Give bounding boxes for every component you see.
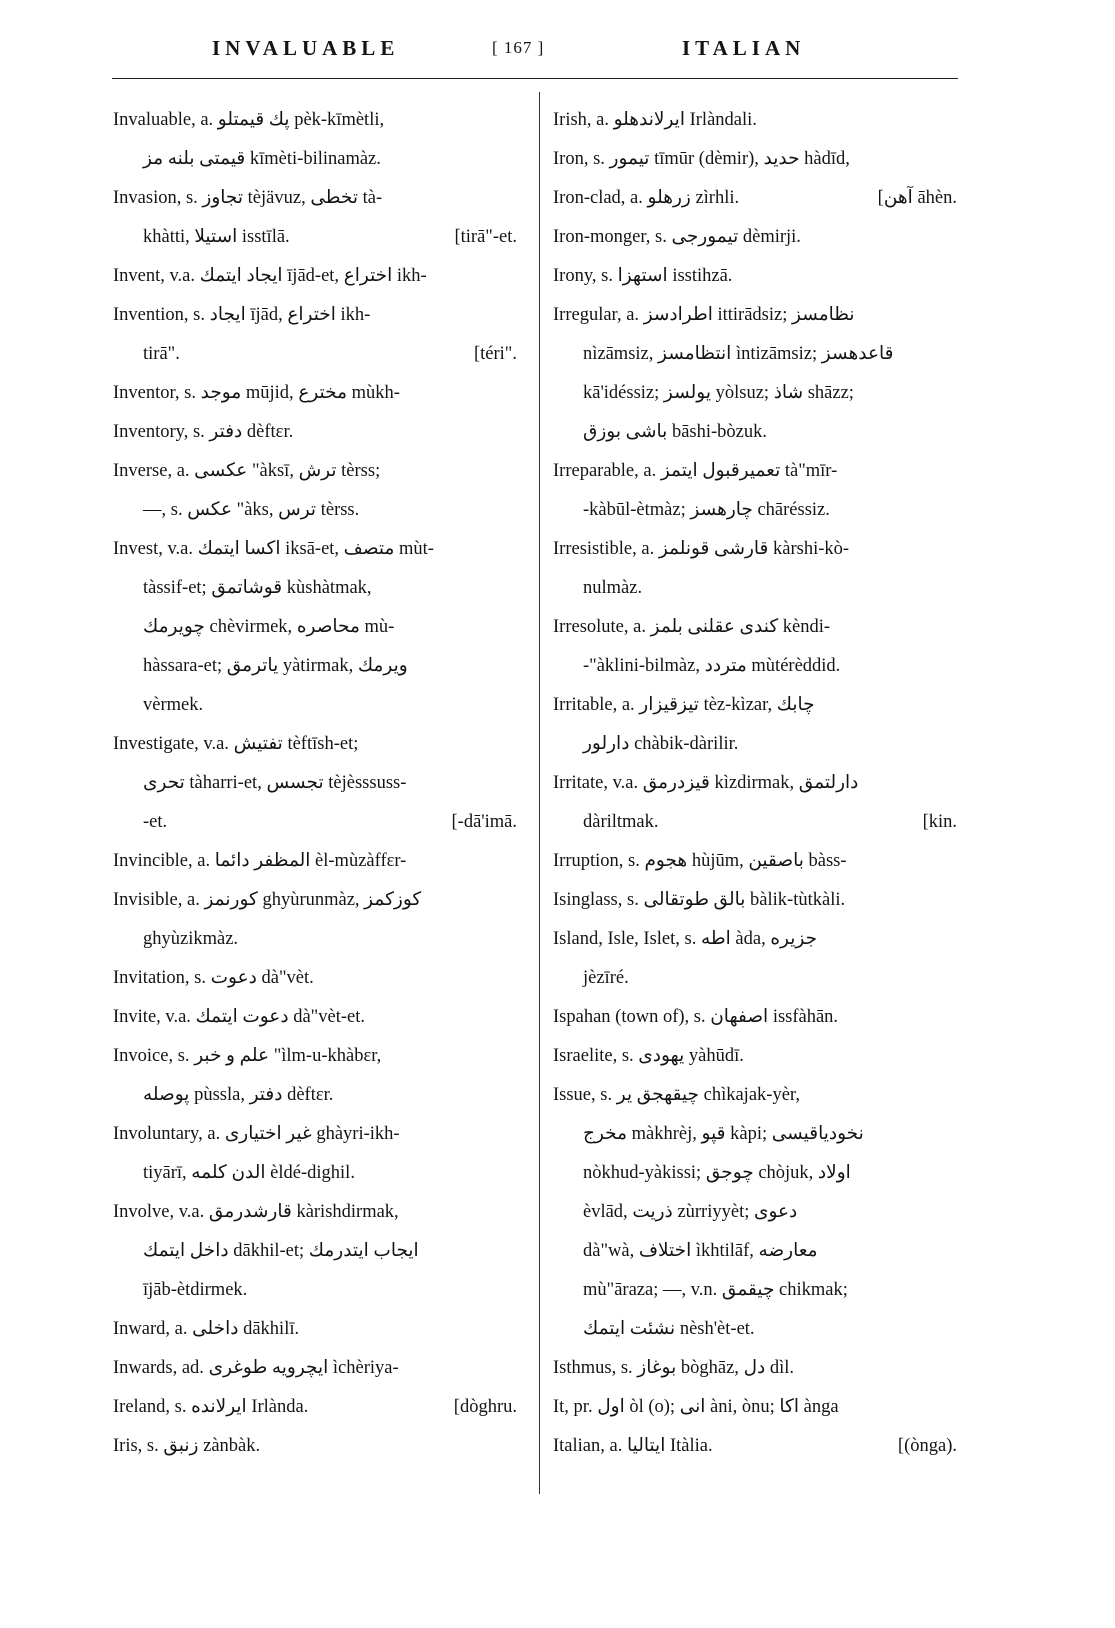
header-first-word: INVALUABLE: [212, 36, 400, 60]
dictionary-line: Inwards, ad. ايچرويه طوغرى ìchèriya-: [113, 1358, 399, 1378]
dictionary-line-pair: [553, 803, 965, 842]
dictionary-line-carryover: [téri".: [474, 344, 517, 364]
dictionary-line-pair: [553, 179, 965, 218]
dictionary-line: Involuntary, a. غير اختيارى ghàyri-ikh-: [113, 1124, 400, 1144]
dictionary-line: —, s. عكس "àks, ترس tèrss.: [143, 500, 360, 520]
right-column: [553, 101, 965, 1466]
dictionary-line-carryover: [tirā"-et.: [454, 227, 517, 247]
dictionary-line: نشئت ايتمك nèsh'èt-et.: [583, 1319, 755, 1339]
dictionary-line-carryover: [dòghru.: [453, 1397, 517, 1417]
dictionary-line: kā'idéssiz; يولسز yòlsuz; شاذ shāzz;: [583, 383, 854, 403]
dictionary-line: nòkhud-yàkissi; چوجق chòjuk, اولاد: [583, 1163, 851, 1183]
dictionary-line: èvlād, ذريت zùrriyyèt; دعوى: [583, 1202, 798, 1222]
dictionary-line: دارلور chàbik-dàrilir.: [583, 734, 739, 754]
dictionary-line: قيمتى بلنه مز kīmèti-bilinamàz.: [143, 149, 381, 169]
dictionary-line: Irony, s. استهزا isstihzā.: [553, 266, 733, 286]
dictionary-line: Inventor, s. موجد mūjid, مخترع mùkh-: [113, 383, 400, 403]
dictionary-line: It, pr. اول òl (o); انى àni, ònu; اكا ànga: [553, 1397, 839, 1417]
dictionary-line: مخرج màkhrèj, قپو kàpi; نخودياقيسى: [583, 1124, 864, 1144]
dictionary-line: چويرمك chèvirmek, محاصره mù-: [143, 617, 395, 637]
dictionary-line: tirā".: [143, 344, 180, 364]
dictionary-line: Invention, s. ايجاد ījād, اختراع ikh-: [113, 305, 371, 325]
dictionary-line: ghyùzikmàz.: [143, 929, 239, 949]
dictionary-line-pair: [553, 1427, 965, 1466]
dictionary-line: Invaluable, a. پك قيمتلو pèk-kīmètli,: [113, 110, 385, 130]
dictionary-line: mù"āraza; —, v.n. چيقمق chikmak;: [583, 1280, 848, 1300]
dictionary-line: Iron-clad, a. زرهلو zìrhli.: [553, 188, 740, 208]
dictionary-line-pair: [113, 1388, 525, 1427]
dictionary-line: Invincible, a. المظفر دائما èl-mùzàffɛr-: [113, 851, 407, 871]
dictionary-line: ījāb-ètdirmek.: [143, 1280, 248, 1300]
dictionary-line: hàssara-et; ياترمق yàtirmak, ويرمك: [143, 656, 408, 676]
dictionary-line: -et.: [143, 812, 168, 832]
dictionary-line: Inward, a. داخلى dākhilī.: [113, 1319, 300, 1339]
dictionary-line: Invoice, s. علم و خبر "ìlm-u-khàbɛr,: [113, 1046, 382, 1066]
dictionary-line: Invest, v.a. اكسا ايتمك iksā-et, متصف mùt-: [113, 539, 434, 559]
dictionary-line: nulmàz.: [583, 578, 643, 598]
dictionary-line: Irresistible, a. قارشى قونلمز kàrshi-kò-: [553, 539, 850, 559]
dictionary-line-carryover: [(ònga).: [897, 1436, 957, 1456]
running-header: [112, 36, 958, 66]
dictionary-line: Issue, s. چيقهجق ير chìkajak-yèr,: [553, 1085, 800, 1105]
dictionary-line: Irritate, v.a. قيزدرمق kìzdirmak, دارلتمق: [553, 773, 859, 793]
dictionary-line: Iron-monger, s. تيمورجى dèmirji.: [553, 227, 801, 247]
dictionary-line: Inverse, a. عكسى "àksī, ترش tèrss;: [113, 461, 381, 481]
dictionary-line-pair: [113, 803, 525, 842]
dictionary-line: tàssif-et; قوشاتمق kùshàtmak,: [143, 578, 372, 598]
column-divider: [539, 92, 540, 1494]
dictionary-line: Irritable, a. تيزقيزار tèz-kìzar, چابك: [553, 695, 815, 715]
dictionary-line: dà"wà, اختلاف ìkhtilāf, معارضه: [583, 1241, 818, 1261]
dictionary-line: پوصله pùssla, دفتر dèftɛr.: [143, 1085, 334, 1105]
dictionary-line: Irruption, s. هجوم hùjūm, باصقين bàss-: [553, 851, 847, 871]
dictionary-line: Irreparable, a. تعميرقبول ايتمز tà"mīr-: [553, 461, 838, 481]
dictionary-line-carryover: [-dā'imā.: [451, 812, 517, 832]
dictionary-line: داخل ايتمك dākhil-et; ايجاب ايتدرمك: [143, 1241, 419, 1261]
dictionary-line: Irish, a. ايرلاندهلو Irlàndali.: [553, 110, 757, 130]
dictionary-line-carryover: [آهن āhèn.: [877, 188, 957, 208]
dictionary-line: nìzāmsiz, انتظامسز ìntizāmsiz; قاعدهسز: [583, 344, 894, 364]
dictionary-line: Iron, s. تيمور tīmūr (dèmir), حديد hàdīd,: [553, 149, 850, 169]
header-last-word: ITALIAN: [682, 36, 806, 60]
dictionary-line: Involve, v.a. قارشدرمق kàrishdirmak,: [113, 1202, 399, 1222]
dictionary-line: tiyārī, الدن كلمه èldé-dighil.: [143, 1163, 355, 1183]
page-number: [ 167 ]: [492, 38, 545, 57]
dictionary-line: dàriltmak.: [583, 812, 659, 832]
dictionary-line: Invitation, s. دعوت dà"vèt.: [113, 968, 314, 988]
dictionary-line: Ireland, s. ايرلانده Irlànda.: [113, 1397, 309, 1417]
dictionary-line: vèrmek.: [143, 695, 204, 715]
dictionary-line: Israelite, s. يهودى yàhūdī.: [553, 1046, 744, 1066]
dictionary-line: jèzīré.: [583, 968, 629, 988]
left-column: [113, 101, 525, 1466]
dictionary-line: Invent, v.a. ايجاد ايتمك ījād-et, اختراع ikh-: [113, 266, 427, 286]
dictionary-line: Inventory, s. دفتر dèftɛr.: [113, 422, 294, 442]
dictionary-line-pair: [113, 218, 525, 257]
dictionary-line: khàtti, استيلا isstīlā.: [143, 227, 290, 247]
dictionary-line: -kàbūl-ètmàz; چارهسز chāréssiz.: [583, 500, 830, 520]
dictionary-line: Isinglass, s. بالق طوتقالى bàlik-tùtkàli.: [553, 890, 846, 910]
header-rule: [112, 78, 958, 79]
dictionary-line: Invisible, a. كورنمز ghyùrunmàz, كوزكمز: [113, 890, 422, 910]
dictionary-line: Isthmus, s. بوغاز bòghāz, دل dìl.: [553, 1358, 795, 1378]
dictionary-line: Iris, s. زنبق zànbàk.: [113, 1436, 261, 1456]
dictionary-line-pair: [113, 335, 525, 374]
dictionary-line: -"àklini-bilmàz, متردد mùtérèddid.: [583, 656, 841, 676]
dictionary-line: Investigate, v.a. تفتيش tèftīsh-et;: [113, 734, 359, 754]
dictionary-line: باشى بوزق bāshi-bòzuk.: [583, 422, 768, 442]
dictionary-line: Ispahan (town of), s. اصفهان issfàhān.: [553, 1007, 839, 1027]
dictionary-line: Island, Isle, Islet, s. اطه àda, جزيره: [553, 929, 818, 949]
dictionary-line: Invite, v.a. دعوت ايتمك dà"vèt-et.: [113, 1007, 365, 1027]
dictionary-line: Italian, a. ايتاليا Itàlia.: [553, 1436, 713, 1456]
dictionary-line: Irregular, a. اطرادسز ittirādsiz; نظامسز: [553, 305, 855, 325]
dictionary-line-carryover: [kin.: [922, 812, 957, 832]
dictionary-line: تحرى tàharri-et, تجسس tèjèsssuss-: [143, 773, 407, 793]
dictionary-line: Irresolute, a. كندى عقلنى بلمز kèndi-: [553, 617, 831, 637]
dictionary-line: Invasion, s. تجاوز tèjävuz, تخطى tà-: [113, 188, 383, 208]
